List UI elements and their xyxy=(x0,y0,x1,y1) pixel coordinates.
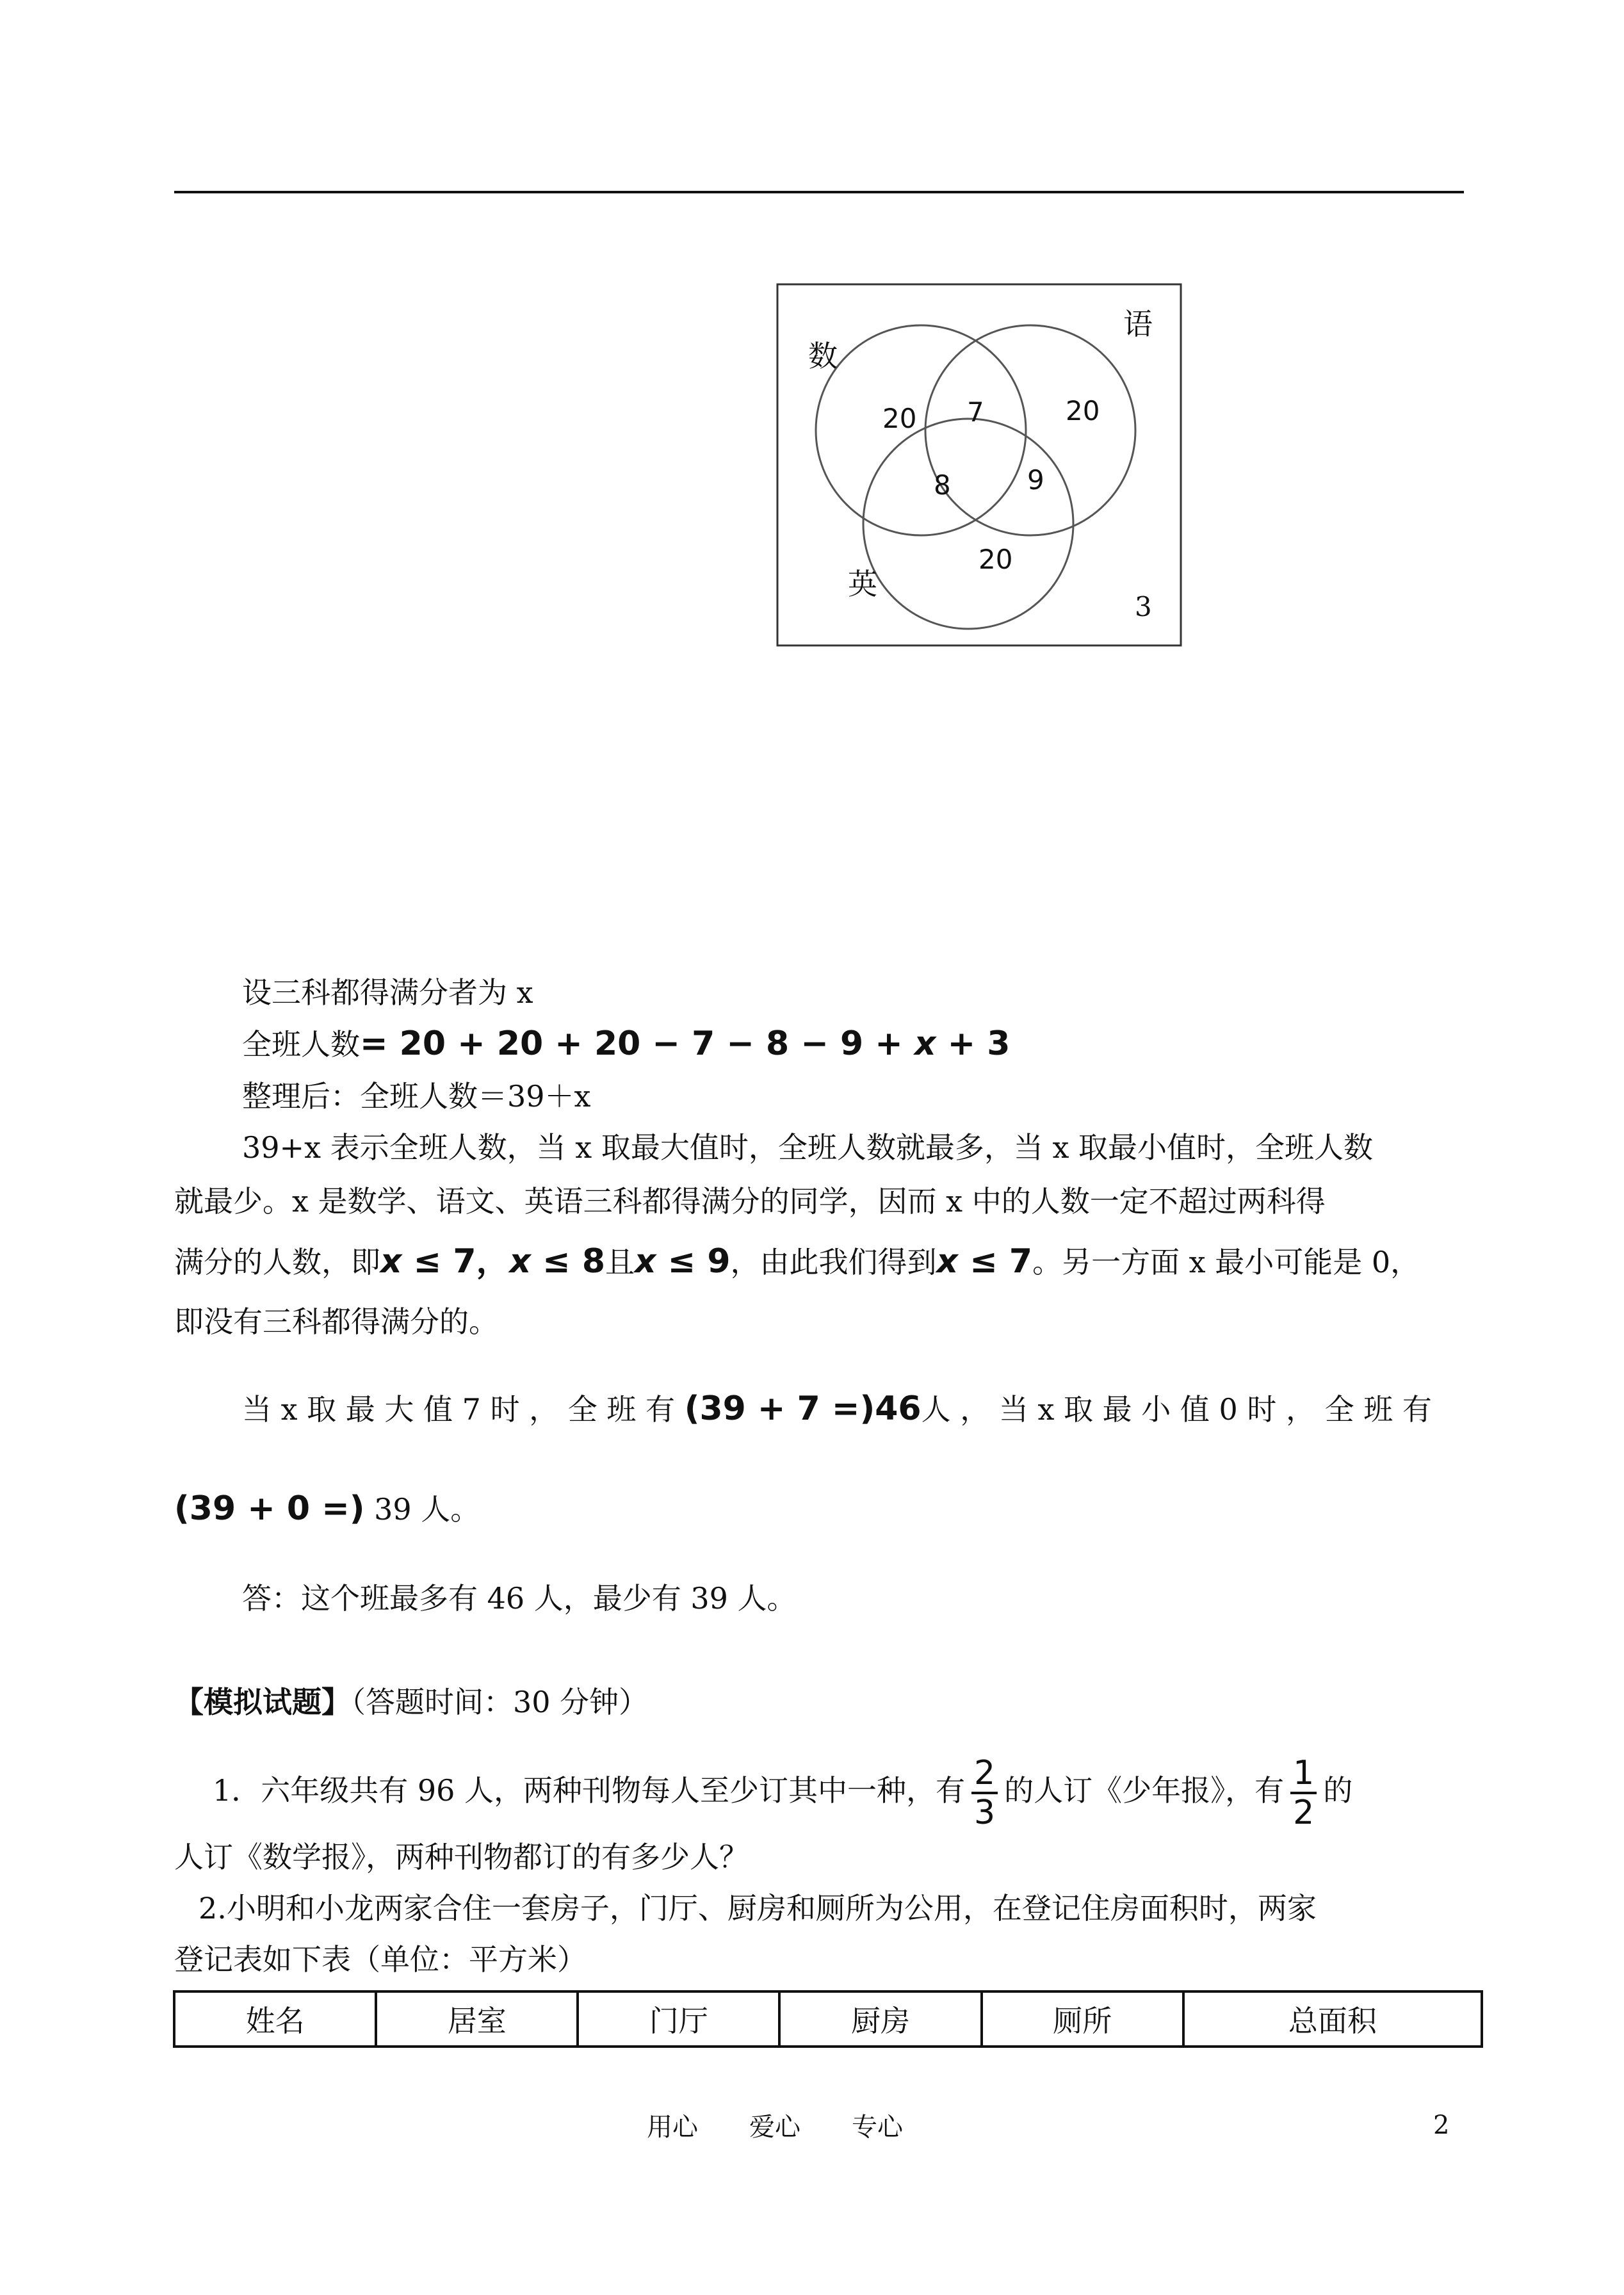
para2-text-b: 人 ， 当 x 取 最 小 值 0 时 ， 全 班 有 xyxy=(921,1392,1432,1427)
fraction-1-numerator: 2 xyxy=(971,1755,998,1794)
inequality-3: x ≤ 7 xyxy=(936,1242,1033,1281)
solution-line-3: 整理后：全班人数＝39＋x xyxy=(242,1079,591,1114)
table-header-kitchen: 厨房 xyxy=(779,1991,981,2047)
para2-text-a: 当 x 取 最 大 值 7 时 ， 全 班 有 xyxy=(242,1392,676,1427)
paragraph-2-line-1 xyxy=(242,1390,1432,1429)
inequality-1: x ≤ 7，x ≤ 8 xyxy=(380,1242,606,1281)
para1-text-a: 满分的人数，即 xyxy=(174,1245,380,1279)
q1-text-c: 的 xyxy=(1323,1773,1353,1808)
registration-table xyxy=(173,1990,1483,2048)
region-chinese-only: 20 xyxy=(1066,395,1100,426)
paragraph-1-line-3 xyxy=(174,1242,1420,1281)
solution-line-1: 设三科都得满分者为 x xyxy=(242,975,533,1010)
question-1-line-2: 人订《数学报》，两种刊物都订的有多少人？ xyxy=(174,1840,749,1874)
page-number: 2 xyxy=(1433,2111,1450,2140)
para2-text-c: 39 人。 xyxy=(364,1492,480,1527)
q1-text-a: 1．六年级共有 96 人，两种刊物每人至少订其中一种，有 xyxy=(213,1773,966,1808)
math-label: 数 xyxy=(808,339,838,373)
inequality-2: x ≤ 9 xyxy=(635,1242,731,1281)
footer-motto: 用心 爱心 专心 xyxy=(647,2113,903,2142)
region-math-chinese: 7 xyxy=(967,396,984,428)
para1-text-b: 且 xyxy=(605,1245,635,1279)
exercise-heading-line xyxy=(174,1683,648,1721)
venn-diagram xyxy=(776,283,1186,649)
table-header-hall: 门厅 xyxy=(578,1991,779,2047)
total-label: 全班人数 xyxy=(242,1027,360,1062)
min-calc: (39 + 0 =) xyxy=(174,1489,365,1528)
paragraph-1-line-1: 39+x 表示全班人数，当 x 取最大值时，全班人数就最多，当 x 取最小值时，全班人数 xyxy=(242,1130,1374,1165)
para1-text-d: 。另一方面 x 最小可能是 0， xyxy=(1032,1245,1420,1279)
total-expression: = 20 + 20 + 20 − 7 − 8 − 9 + xyxy=(360,1025,914,1063)
region-math-english: 8 xyxy=(934,469,951,501)
question-2-line-1: 2.小明和小龙两家合住一套房子，门厅、厨房和厕所为公用，在登记住房面积时，两家 xyxy=(199,1891,1317,1926)
paragraph-2-line-2 xyxy=(174,1489,480,1529)
paragraph-1-line-4: 即没有三科都得满分的。 xyxy=(174,1304,498,1339)
region-english-only: 20 xyxy=(978,544,1013,575)
table-header-total-area: 总面积 xyxy=(1183,1991,1482,2047)
max-calc: (39 + 7 =)46 xyxy=(684,1390,922,1428)
region-math-only: 20 xyxy=(882,403,917,434)
total-expression-end: + 3 xyxy=(936,1025,1011,1063)
exercise-heading: 【模拟试题】 xyxy=(174,1685,351,1719)
fraction-1-denominator: 3 xyxy=(974,1794,996,1832)
fraction-one-half xyxy=(1290,1755,1317,1831)
table-header-name: 姓名 xyxy=(174,1991,376,2047)
question-1-line-1 xyxy=(213,1746,1352,1835)
fraction-2-denominator: 2 xyxy=(1293,1794,1315,1832)
english-label: 英 xyxy=(848,567,877,601)
table-header-bedroom: 居室 xyxy=(376,1991,578,2047)
region-outside: 3 xyxy=(1135,591,1152,622)
chinese-circle xyxy=(925,325,1135,535)
q1-text-b: 的人订《少年报》，有 xyxy=(1004,1773,1285,1808)
fraction-2-numerator: 1 xyxy=(1290,1755,1317,1794)
paragraph-1-line-2: 就最少。x 是数学、语文、英语三科都得满分的同学，因而 x 中的人数一定不超过两科得 xyxy=(174,1184,1326,1219)
solution-line-2 xyxy=(242,1025,1011,1064)
exercise-time-note: （答题时间：30 分钟） xyxy=(351,1685,649,1719)
table-header-row xyxy=(174,1991,1482,2047)
chinese-label: 语 xyxy=(1123,307,1153,341)
para1-text-c: ，由此我们得到 xyxy=(730,1245,937,1279)
fraction-two-thirds xyxy=(971,1755,998,1831)
answer-line: 答：这个班最多有 46 人，最少有 39 人。 xyxy=(242,1581,797,1616)
header-rule xyxy=(174,191,1464,193)
question-2-line-2: 登记表如下表（单位：平方米） xyxy=(174,1942,587,1977)
total-expression-x: x xyxy=(914,1025,936,1063)
table-header-toilet: 厕所 xyxy=(982,1991,1183,2047)
region-chinese-english: 9 xyxy=(1027,464,1044,496)
